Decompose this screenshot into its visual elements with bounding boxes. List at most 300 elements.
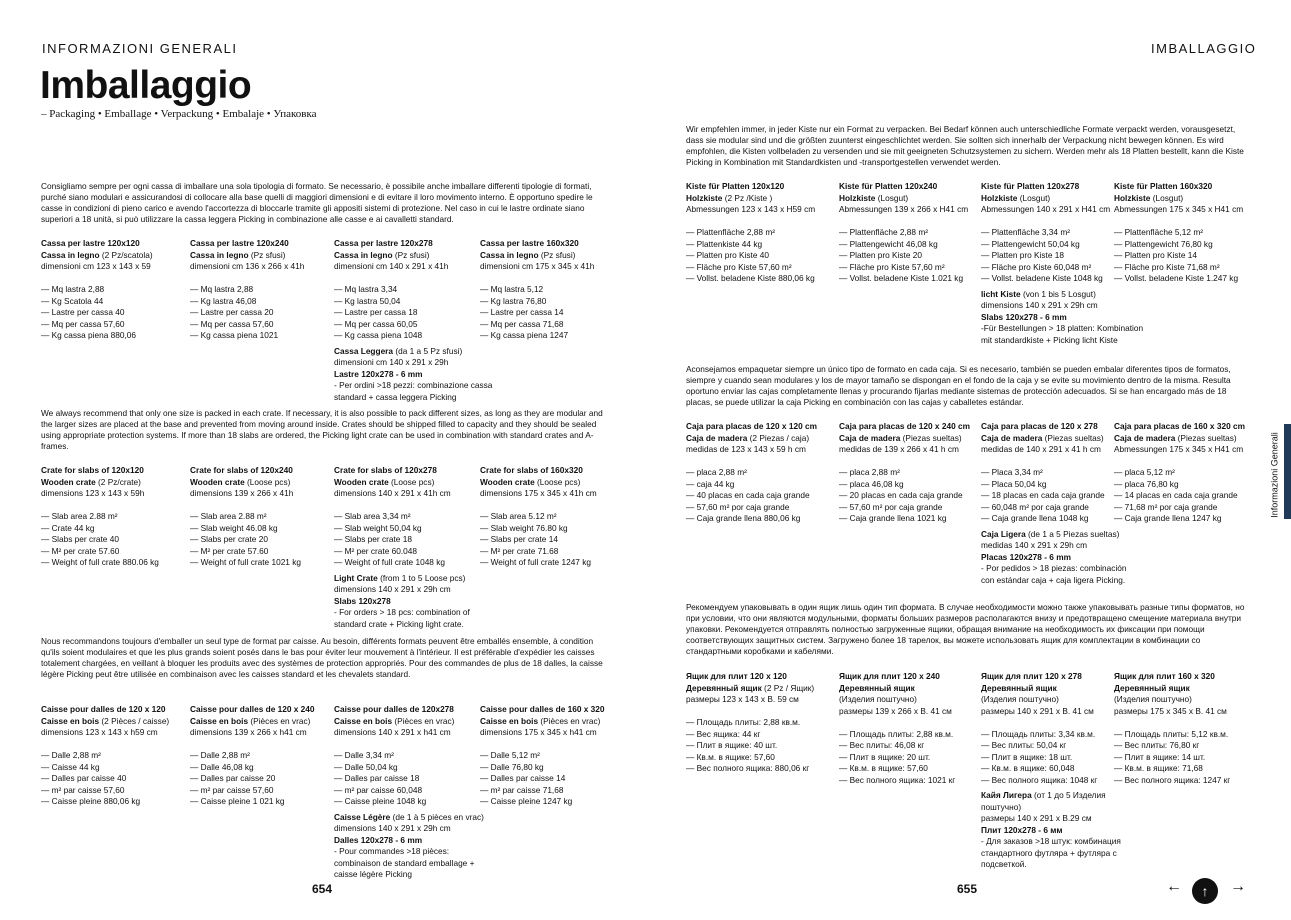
light-crate-note: (da 1 a 5 Pz sfusi): [393, 345, 463, 356]
spec-item: — Platten pro Kiste 14: [1114, 250, 1198, 260]
crate-type-label: Wooden crate: [41, 476, 96, 487]
crate-title: Ящик для плит 120 x 120: [686, 671, 787, 681]
crate-type-note: (Losgut): [1017, 192, 1051, 203]
spec-item: — Caisse 44 kg: [41, 761, 100, 772]
crate-type: [190, 716, 315, 728]
light-crate-note: (von 1 bis 5 Losgut): [1020, 288, 1096, 299]
crate-type-label: Cassa in legno: [334, 249, 393, 260]
spec-item: — Platten pro Kiste 40: [686, 250, 770, 260]
crate-title: Caisse pour dalles de 120 x 120: [41, 704, 166, 714]
crate-title: Cassa per lastre 120x240: [190, 238, 289, 248]
light-crate-line: combinaison de standard emballage +: [334, 857, 475, 868]
crate-spec-block: [480, 704, 605, 808]
spacer: [334, 739, 484, 751]
crate-spec-block: [334, 465, 470, 630]
crate-type: [480, 477, 597, 489]
crate-type: [839, 433, 970, 445]
spec-item: — Placa 3,34 m²: [981, 467, 1043, 477]
spec-item: — Caisse pleine 880,06 kg: [41, 796, 141, 806]
crate-spec-block: [1114, 181, 1243, 285]
crate-type: [839, 193, 968, 205]
crate-dimensions: dimensioni cm 123 x 143 x 59: [41, 261, 151, 271]
spec-item: — Weight of full crate 1021 kg: [190, 557, 301, 567]
spec-item: — Fläche pro Kiste 57,60 m²: [839, 261, 945, 272]
scroll-up-button[interactable]: ↑: [1192, 878, 1218, 904]
light-crate-block: [334, 812, 484, 881]
light-crate-line: standard crate + Picking light crate.: [334, 618, 464, 629]
spec-item: — Vollst. beladene Kiste 1048 kg: [981, 273, 1103, 283]
light-crate-line: размеры 140 x 291 x В.29 см: [981, 813, 1092, 823]
light-crate-line: dimensions 140 x 291 x 29h cm: [334, 823, 451, 833]
spacer: [190, 739, 315, 751]
crate-title: Crate for slabs of 160x320: [480, 465, 583, 475]
crate-type-label: Holzkiste: [839, 192, 876, 203]
spec-item: — Caja grande llena 1021 kg: [839, 513, 947, 523]
spec-item: — Fläche pro Kiste 57,60 m²: [686, 261, 792, 272]
section-header: INFORMAZIONI GENERALI: [42, 41, 238, 56]
crate-type-label: Caisse en bois: [41, 715, 100, 726]
spec-item: — Вес ящика: 44 кг: [686, 728, 761, 739]
spec-item: — Caja grande llena 880,06 kg: [686, 513, 801, 523]
spec-item: — Crate 44 kg: [41, 522, 95, 533]
spec-item: — 57,60 m² por caja grande: [686, 501, 790, 512]
crate-dimensions: dimensions 123 x 143 x 59h: [41, 488, 145, 498]
light-crate-line: Placas 120x278 - 6 mm: [981, 551, 1071, 562]
crate-title: Ящик для плит 120 x 240: [839, 671, 940, 681]
crate-type-label: Деревянный ящик: [981, 682, 1057, 693]
spec-item: — Slab area 5.12 m²: [480, 511, 557, 521]
light-crate-note: (от 1 до 5 Изделия: [1031, 790, 1106, 800]
spec-item: — placa 2,88 m²: [686, 467, 747, 477]
light-crate-line: Lastre 120x278 - 6 mm: [334, 368, 423, 379]
crate-spec-block: [334, 704, 484, 881]
crate-type-label: Cassa in legno: [190, 249, 249, 260]
crate-dimensions: dimensions 139 x 266 x 41h: [190, 488, 294, 498]
light-crate-line: - Для заказов >18 штук: комбинация: [981, 836, 1121, 846]
spec-item: — Mq lastra 3,34: [334, 284, 398, 294]
crate-spec-block: [41, 704, 169, 808]
section-intro: Nous recommandons toujours d'emballer un seul type de format par caisse. Au besoin, différents formats peuvent être emballés ensemble, à condition qu'ils soient modulaires et que les plus grands soient posés dans le bas pour éviter leur mouvement à l'intérieur. Il est préférable d'expédier les caisses totalement chargées, en veillant à bloquer les produits avec des systèmes de protection appropriés. Pour des commandes de plus de 18 dalles, la caisse légère Picking peut être utilisée en combinaison avec les caisses standard et les chevalets standard.: [41, 636, 603, 679]
crate-type: [686, 433, 817, 445]
spec-item: — Площадь плиты: 5,12 кв.м.: [1114, 728, 1229, 739]
page-subtitle: – Packaging • Emballage • Verpackung • Embalaje • Упаковка: [41, 108, 317, 120]
light-crate-line: -Für Bestellungen > 18 platten: Kombination: [981, 323, 1144, 333]
crate-dimensions: dimensioni cm 140 x 291 x 41h: [334, 261, 449, 271]
light-crate-block: [981, 529, 1127, 587]
crate-type-note-line: (Изделия поштучно): [981, 694, 1059, 704]
crate-title: Ящик для плит 120 x 278: [981, 671, 1082, 681]
spec-item: — Lastre per cassa 18: [334, 307, 418, 317]
spec-item: — Fläche pro Kiste 60,048 m²: [981, 261, 1092, 272]
crate-spec-block: [981, 671, 1121, 871]
spacer: [686, 216, 815, 228]
crate-dimensions: dimensions 139 x 266 x h41 cm: [190, 727, 307, 737]
spec-item: — Plattenfläche 2,88 m²: [839, 227, 929, 237]
spec-item: — Plattenkiste 44 kg: [686, 238, 763, 249]
crate-title: Kiste für Platten 120x120: [686, 181, 785, 191]
crate-type: [981, 433, 1127, 445]
spec-item: — 57,60 m² por caja grande: [839, 501, 943, 512]
spacer: [686, 456, 817, 468]
spec-item: — Dalles par caisse 18: [334, 773, 420, 783]
crate-type-note: (Pz sfusi): [248, 249, 286, 260]
light-crate-line: - For orders > 18 pcs: combination of: [334, 607, 470, 617]
spec-item: — Dalle 2,88 m²: [41, 750, 101, 760]
spec-item: — Mq lastra 2,88: [41, 284, 105, 294]
spec-item: — Kg lastra 50,04: [334, 295, 401, 306]
light-crate-block: [981, 790, 1121, 871]
spacer: [190, 500, 301, 512]
crate-type: [480, 250, 594, 262]
spec-item: — Вес плиты: 76,80 кг: [1114, 740, 1200, 750]
spec-item: — Mq per cassa 57,60: [41, 318, 125, 329]
spec-item: — Dalle 2,88 m²: [190, 750, 250, 760]
side-tab-marker[interactable]: [1284, 424, 1291, 519]
crate-type-label: Caja de madera: [686, 432, 748, 443]
spec-item: — Placa 50,04 kg: [981, 478, 1047, 489]
spec-item: — Кв.м. в ящике: 71,68: [1114, 763, 1203, 773]
spacer: [1114, 456, 1245, 468]
crate-dimensions: размеры 139 x 266 x В. 41 см: [839, 705, 952, 716]
spec-item: — Slabs per crate 40: [41, 534, 119, 544]
crate-type-label: Wooden crate: [190, 476, 245, 487]
light-crate-line: caisse légère Picking: [334, 869, 412, 879]
spec-item: — 20 placas en cada caja grande: [839, 490, 963, 500]
crate-type-label: Wooden crate: [480, 476, 535, 487]
light-crate-note: (de 1 à 5 pièces en vrac): [390, 811, 484, 822]
crate-spec-block: [190, 465, 301, 569]
spec-item: — 60,048 m² por caja grande: [981, 501, 1089, 512]
crate-dimensions: dimensions 123 x 143 x h59 cm: [41, 727, 158, 737]
spec-item: — Dalle 3,34 m²: [334, 750, 394, 760]
crate-title: Kiste für Platten 160x320: [1114, 181, 1213, 191]
light-crate-label: Light Crate: [334, 572, 378, 583]
spec-item: — Вес плиты: 46,08 кг: [839, 740, 925, 750]
crate-type: [41, 250, 153, 262]
crate-dimensions: размеры 123 x 143 x В. 59 см: [686, 694, 799, 704]
spec-item: — Плит в ящике: 14 шт.: [1114, 751, 1206, 762]
crate-spec-block: [41, 465, 159, 569]
crate-title: Ящик для плит 160 x 320: [1114, 671, 1215, 681]
spec-item: — Dalles par caisse 40: [41, 773, 127, 783]
spec-item: — m² par caisse 71,68: [480, 784, 564, 795]
spacer: [686, 706, 814, 718]
crate-type-label: Деревянный ящик: [1114, 682, 1190, 693]
spec-item: — Dalle 5,12 m²: [480, 750, 540, 760]
crate-type-note: (2 Pz /Kiste ): [722, 192, 773, 203]
spec-item: — m² par caisse 57,60: [190, 784, 274, 795]
crate-type: [1114, 433, 1245, 445]
crate-dimensions: dimensioni cm 175 x 345 x 41h: [480, 261, 595, 271]
crate-dimensions: размеры 175 x 345 x В. 41 см: [1114, 705, 1227, 716]
crate-title: Cassa per lastre 120x120: [41, 238, 140, 248]
crate-title: Kiste für Platten 120x240: [839, 181, 938, 191]
crate-title: Caja para placas de 120 x 120 cm: [686, 421, 817, 431]
spec-item: — Caja grande llena 1247 kg: [1114, 513, 1222, 523]
spec-item: — m² par caisse 57,60: [41, 784, 125, 795]
crate-spec-block: [839, 421, 970, 525]
crate-spec-block: [1114, 671, 1230, 786]
spec-item: — 18 placas en cada caja grande: [981, 490, 1105, 500]
crate-type-note: (Loose pcs): [534, 476, 581, 487]
crate-spec-block: [41, 238, 153, 342]
light-crate-line: поштучно): [981, 801, 1022, 812]
light-crate-label: Caisse Légère: [334, 811, 391, 822]
crate-type-label: Holzkiste: [686, 192, 723, 203]
spec-item: — Platten pro Kiste 18: [981, 250, 1065, 260]
light-crate-line: dimensions 140 x 291 x 29h cm: [981, 300, 1098, 310]
spec-item: — placa 46,08 kg: [839, 478, 904, 489]
crate-dimensions: medidas de 123 x 143 x 59 h cm: [686, 444, 806, 454]
spec-item: — Platten pro Kiste 20: [839, 250, 923, 260]
spec-item: — M² per crate 71.68: [480, 545, 559, 556]
crate-type-label: Caja de madera: [981, 432, 1043, 443]
crate-type-note-line: (Изделия поштучно): [839, 694, 917, 704]
light-crate-title: [334, 346, 492, 358]
crate-type-label: Holzkiste: [981, 192, 1018, 203]
spec-item: — Кв.м. в ящике: 57,60: [686, 751, 775, 762]
light-crate-line: Slabs 120x278: [334, 595, 391, 606]
crate-type-note: (Pièces en vrac): [248, 715, 311, 726]
crate-dimensions: medidas de 140 x 291 x 41 h cm: [981, 444, 1101, 454]
crate-type-label: Деревянный ящик: [839, 682, 915, 693]
crate-title: Crate for slabs of 120x240: [190, 465, 293, 475]
spacer: [190, 273, 304, 285]
spec-item: — Weight of full crate 1247 kg: [480, 557, 591, 567]
spec-item: — Dalles par caisse 20: [190, 773, 276, 783]
crate-type-note: (Loose pcs): [244, 476, 291, 487]
spacer: [981, 456, 1127, 468]
spec-item: — Caisse pleine 1247 kg: [480, 796, 573, 806]
spec-item: — Вес полного ящика: 1021 кг: [839, 774, 956, 785]
crate-type: [981, 683, 1121, 695]
light-crate-title: [981, 790, 1121, 802]
light-crate-line: mit standardkiste + Picking licht Kiste: [981, 334, 1118, 345]
crate-dimensions: размеры 140 x 291 x В. 41 см: [981, 705, 1094, 716]
crate-spec-block: [686, 421, 817, 525]
crate-type: [334, 250, 492, 262]
spacer: [981, 717, 1121, 729]
spec-item: — Кв.м. в ящике: 57,60: [839, 763, 928, 773]
spec-item: — Dalle 46,08 kg: [190, 761, 254, 772]
spec-item: — Plattengewicht 50,04 kg: [981, 238, 1080, 249]
crate-type: [1114, 683, 1230, 695]
spec-item: — 40 placas en cada caja grande: [686, 490, 810, 500]
spec-item: — Mq lastra 5,12: [480, 284, 544, 294]
crate-type: [686, 193, 815, 205]
spec-item: — Dalle 76,80 kg: [480, 761, 544, 772]
crate-spec-block: [480, 238, 594, 342]
crate-spec-block: [686, 181, 815, 285]
crate-type-label: Cassa in legno: [480, 249, 539, 260]
light-crate-line: стандартного футляра + футляра с: [981, 847, 1117, 858]
spec-item: — Вес плиты: 50,04 кг: [981, 740, 1067, 750]
spec-item: — 71,68 m² por caja grande: [1114, 501, 1218, 512]
crate-type-label: Holzkiste: [1114, 192, 1151, 203]
spec-item: — Lastre per cassa 14: [480, 307, 564, 317]
crate-type-label: Caja de madera: [839, 432, 901, 443]
section-intro: Consigliamo sempre per ogni cassa di imballare una sola tipologia di formato. Se necessario, è possibile anche imballare differenti tipologie di formati, purché siano modulari e assicurandosi di collocare alla base quelli di maggiori dimensioni e di evitare il loro movimento interno. È opportuno spedire le casse in condizioni di pieno carico e avendo l'accortezza di bloccarle tramite gli appositi sistemi di protezione. Nel caso in cui le lastre ordinate siano superiori a 18 unità, si può utilizzare la cassa leggera Picking in combinazione alle casse e ai cavalletti standard.: [41, 181, 593, 224]
crate-title: Caja para placas de 120 x 240 cm: [839, 421, 970, 431]
light-crate-note: (de 1 a 5 Piezas sueltas): [1025, 528, 1120, 539]
spec-item: — Fläche pro Kiste 71,68 m²: [1114, 261, 1220, 272]
spec-item: — caja 44 kg: [686, 478, 735, 489]
light-crate-title: [981, 529, 1127, 541]
crate-type-note: (Pièces en vrac): [538, 715, 601, 726]
section-intro: Рекомендуем упаковывать в один ящик лишь один тип формата. В случае необходимости можно также упаковывать разные типы форматов, но при условии, что они являются модульными, форматы больших размеров располагаются внизу и предотвращено смещение материала внутри упаковки. Рекомендуется отправлять полностью загруженные ящики, обращая внимание на необходимость их фиксации при помощи соответствующих защитных систем. Загружено более 18 тарелок, вы можете использовать ящик для комплектации в комбинации со стандартными коробками и кабелями.: [686, 602, 1245, 656]
crate-title: Caisse pour dalles de 160 x 320: [480, 704, 605, 714]
crate-type-note: (2 Pz/scatola): [99, 249, 153, 260]
spec-item: — Vollst. beladene Kiste 1.247 kg: [1114, 273, 1239, 283]
spacer: [480, 273, 594, 285]
spec-item: — Dalle 50,04 kg: [334, 761, 398, 772]
crate-type: [41, 716, 169, 728]
crate-type-label: Caisse en bois: [334, 715, 393, 726]
spec-item: — Slab area 2.88 m²: [190, 511, 267, 521]
spec-item: — placa 5,12 m²: [1114, 467, 1175, 477]
crate-type-note: (Pz sfusi): [392, 249, 430, 260]
spec-item: — Площадь плиты: 2,88 кв.м.: [839, 728, 954, 739]
page-number-left: 654: [312, 882, 333, 896]
crate-title: Caja para placas de 120 x 278: [981, 421, 1098, 431]
spec-item: — Caja grande llena 1048 kg: [981, 513, 1089, 523]
crate-title: Caja para placas de 160 x 320 cm: [1114, 421, 1245, 431]
crate-title: Caisse pour dalles de 120x278: [334, 704, 454, 714]
crate-type-label: Cassa in legno: [41, 249, 100, 260]
spec-item: — M² per crate 60.048: [334, 545, 418, 556]
crate-type: [41, 477, 159, 489]
crate-title: Kiste für Platten 120x278: [981, 181, 1080, 191]
spec-item: — M² per crate 57.60: [190, 545, 269, 556]
light-crate-line: Slabs 120x278 - 6 mm: [981, 311, 1067, 322]
spec-item: — Kg cassa piena 1048: [334, 330, 423, 340]
spec-item: — Mq per cassa 71,68: [480, 318, 564, 329]
spec-item: — M² per crate 57.60: [41, 545, 120, 556]
spec-item: — Plattenfläche 2,88 m²: [686, 227, 776, 237]
spec-item: — Slab area 2.88 m²: [41, 511, 118, 521]
light-crate-label: Cassa Leggera: [334, 345, 394, 356]
spacer: [839, 216, 968, 228]
spec-item: — Площадь плиты: 2,88 кв.м.: [686, 717, 801, 727]
light-crate-title: [334, 812, 484, 824]
section-intro: Aconsejamos empaquetar siempre un único tipo de formato en cada caja. Si es necesario, también se pueden embalar diferentes tipos de formatos, siempre y cuando sean modulares y los de mayor tamaño se dispongan en el fondo de la caja y se evite su movimiento dentro de la misma. Resulta oportuno enviar las cajas completamente llenas y procurando fijarlas mediante sistemas de protección adecuados. Si se han encargado más de 18 placas, se puede utilizar la caja Picking en combinación con las cajas y caballetes estándar.: [686, 364, 1231, 407]
spec-item: — m² par caisse 60,048: [334, 784, 423, 795]
spacer: [334, 273, 492, 285]
light-crate-line: - Pour commandes >18 pièces:: [334, 846, 450, 856]
crate-title: Cassa per lastre 160x320: [480, 238, 579, 248]
light-crate-line: подсветкой.: [981, 859, 1027, 869]
crate-type-note: (2 Pz/crate): [95, 476, 141, 487]
spec-item: — placa 76,80 kg: [1114, 478, 1179, 489]
crate-type: [480, 716, 605, 728]
spec-item: — Плит в ящике: 20 шт.: [839, 751, 931, 762]
light-crate-line: - Per ordini >18 pezzi: combinazione cassa: [334, 380, 493, 390]
spacer: [41, 739, 169, 751]
spec-item: — Slab weight 50,04 kg: [334, 522, 422, 533]
crate-type: [1114, 193, 1243, 205]
light-crate-note: (from 1 to 5 Loose pcs): [377, 572, 466, 583]
spec-item: — Lastre per cassa 40: [41, 307, 125, 317]
spacer: [839, 456, 970, 468]
crate-spec-block: [480, 465, 597, 569]
spec-item: — Mq lastra 2,88: [190, 284, 254, 294]
crate-spec-block: [190, 238, 304, 342]
crate-dimensions: dimensions 175 x 345 x h41 cm: [480, 727, 597, 737]
crate-type-label: Caisse en bois: [190, 715, 249, 726]
crate-type-note: (Loose pcs): [388, 476, 435, 487]
light-crate-title: [981, 289, 1143, 301]
spec-item: — Slabs per crate 20: [190, 534, 268, 544]
spec-item: — Vollst. beladene Kiste 880,06 kg: [686, 273, 815, 283]
spec-item: — Slab weight 76.80 kg: [480, 522, 568, 533]
crate-type-note: (Piezas sueltas): [1175, 432, 1237, 443]
crate-spec-block: [334, 238, 492, 403]
crate-spec-block: [981, 421, 1127, 586]
crate-type-note: (Losgut): [875, 192, 909, 203]
spec-item: — Dalles par caisse 14: [480, 773, 566, 783]
spacer: [41, 273, 153, 285]
light-crate-label: Caja Ligera: [981, 528, 1026, 539]
page-title: Imballaggio: [40, 64, 252, 107]
spec-item: — Kg lastra 76,80: [480, 295, 547, 306]
spec-item: — Plattenfläche 5,12 m²: [1114, 227, 1204, 237]
spec-item: — Slab weight 46.08 kg: [190, 522, 278, 533]
light-crate-line: dimensions 140 x 291 x 29h cm: [334, 584, 451, 594]
next-page-icon[interactable]: →: [1230, 878, 1246, 895]
crate-type: [334, 716, 484, 728]
crate-title: Caisse pour dalles de 120 x 240: [190, 704, 315, 714]
prev-page-icon[interactable]: ←: [1166, 878, 1182, 895]
crate-dimensions: dimensions 175 x 345 x 41h cm: [480, 488, 597, 498]
light-crate-line: Dalles 120x278 - 6 mm: [334, 834, 423, 845]
crate-type-label: Деревянный ящик: [686, 682, 762, 693]
spec-item: — Lastre per cassa 20: [190, 307, 274, 317]
crate-type-note: (Pz sfusi): [538, 249, 576, 260]
light-crate-line: standard + cassa leggera Picking: [334, 391, 457, 402]
crate-dimensions: Abmessungen 139 x 266 x H41 cm: [839, 204, 969, 214]
spacer: [839, 717, 955, 729]
crate-spec-block: [839, 671, 955, 786]
section-header-right: IMBALLAGGIO: [1151, 41, 1257, 56]
page-number-right: 655: [957, 882, 978, 896]
light-crate-line: con estándar caja + caja ligera Picking.: [981, 574, 1126, 585]
crate-type-note-line: (Изделия поштучно): [1114, 694, 1192, 704]
crate-spec-block: [839, 181, 968, 285]
light-crate-line: Плит 120x278 - 6 мм: [981, 824, 1063, 835]
spec-item: — Вес полного ящика: 880,06 кг: [686, 763, 810, 773]
spec-item: — Weight of full crate 880.06 kg: [41, 557, 159, 567]
crate-type: [839, 683, 955, 695]
spec-item: — Caisse pleine 1 021 kg: [190, 796, 285, 806]
spacer: [334, 500, 470, 512]
crate-type-note: (Pièces en vrac): [392, 715, 455, 726]
light-crate-block: [334, 346, 492, 404]
crate-dimensions: Abmessungen 175 x 345 x H41 cm: [1114, 204, 1244, 214]
crate-dimensions: medidas de 139 x 266 x 41 h cm: [839, 444, 959, 454]
spacer: [1114, 216, 1243, 228]
crate-title: Cassa per lastre 120x278: [334, 238, 433, 248]
crate-spec-block: [686, 671, 814, 775]
spec-item: — Plattengewicht 46,08 kg: [839, 238, 938, 249]
spacer: [480, 739, 605, 751]
crate-type-note: (2 Pièces / caisse): [99, 715, 170, 726]
spacer: [1114, 717, 1230, 729]
spec-item: — Vollst. beladene Kiste 1.021 kg: [839, 273, 964, 283]
spec-item: — Slab area 3,34 m²: [334, 511, 411, 521]
crate-type-label: Wooden crate: [334, 476, 389, 487]
crate-spec-block: [1114, 421, 1245, 525]
section-intro: We always recommend that only one size is packed in each crate. If necessary, it is also possible to pack different sizes, as long as they are modular and the larger sizes are placed at the base and prevented from moving around inside. Crates should be shipped filled to capacity and they should be sealed using appropriate protection systems. If more than 18 slabs are ordered, the Picking light crate can be used in combination with standard crates and A-frames.: [41, 408, 603, 451]
